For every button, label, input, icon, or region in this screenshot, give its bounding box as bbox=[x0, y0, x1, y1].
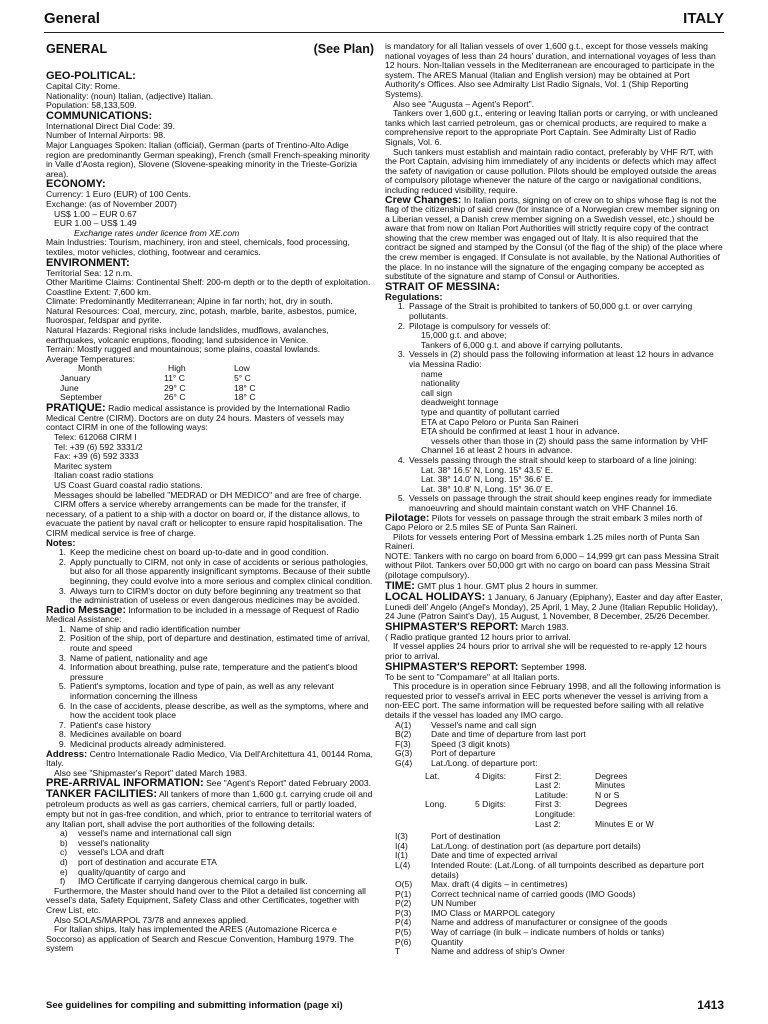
shipmaster-report-1998: SHIPMASTER'S REPORT: September 1998. bbox=[385, 660, 587, 673]
pre-arrival-para: PRE-ARRIVAL INFORMATION: See "Agent's Report" dated February 2003. bbox=[46, 777, 371, 790]
time-para: TIME: GMT plus 1 hour. GMT plus 2 hours in summer. bbox=[385, 579, 599, 592]
header-section: General bbox=[44, 10, 100, 27]
list-item: 3. Name of patient, nationality and age bbox=[58, 652, 208, 663]
pilotage-para: Pilotage: Pilots for vessels on passage through the strait embark 3 miles north of Capo Peloro or 2.5 miles SE of Punta San Raineri. bbox=[385, 511, 703, 533]
notes-list bbox=[46, 548, 374, 606]
footer-note: See guidelines for compiling and submitting information (page xi) bbox=[46, 1000, 343, 1011]
list-item: 6. In the case of accidents, please describe, as well as the symptoms, where and how the accident took place bbox=[58, 700, 369, 721]
notes-heading: Notes: bbox=[46, 537, 76, 549]
list-item: 4. Vessels passing through the strait should keep to starboard of a line joining: Lat. 38° 16.5' N, Long. 15° 43.5' E. Lat. 38° 14.0' N, Long. 15° 36.6' E. Lat. 38° 10.8' N, Long. 15° 36.0' E. bbox=[397, 454, 697, 494]
report-codes-1: A(1) Vessel's name and call sign B(2) Date and time of departure from last port F(3) Speed (3 digit knots) G(3) Port of departure G(4) Lat./Long. of departure port: bbox=[395, 719, 586, 768]
list-item: 3. Vessels in (2) should pass the following information at least 12 hours in advance via Messina Radio: name nationality call sign deadweight tonnage type and quantity of pollutant carried ETA at Capo Peloro or Punta San Raineri ETA should be confirmed at least 1 hour in advance. vessels other than those in (2) should pass the same information by VHF Channel 16 at least 2 hours in advance. bbox=[397, 349, 714, 456]
holidays-para: LOCAL HOLIDAYS: 1 January, 6 January (Epiphany), Easter and day after Easter, Lunedi dell' Angelo (Angel's Monday), 25 April, 1 May, 2 June (Italian Republic Holiday), 24 June (Patron Saint's Day), 15 August, 1 November, 8 December, 25/26 December. bbox=[385, 590, 723, 622]
tanker-list: a) vessel's name and international call sign b) vessel's nationality c) vessel's LOA and draft d) port of destination and accurate ETA e) quality/quantity of cargo and f) IMO Certificate if carrying dangerous chemical cargo in bulk. bbox=[60, 828, 308, 887]
list-item: 1. Name of ship and radio identification number bbox=[58, 623, 241, 634]
list-item: 1. Passage of the Strait is prohibited to tankers of 50,000 g.t. or over carrying pollutants. bbox=[397, 301, 693, 322]
list-item: 2. Position of the ship, port of departure and destination, estimated time of arrival, route and speed bbox=[58, 633, 370, 654]
list-item: 3. Always turn to CIRM's doctor on duty before beginning any treatment so that the administration of useless or even dangerous medicines may be avoided. bbox=[58, 585, 361, 606]
page-number: 1413 bbox=[697, 998, 724, 1012]
regulations-list bbox=[385, 302, 725, 513]
list-item: 5. Vessels on passage through the strait should keep engines ready for immediate manoeuvring and should maintain constant watch on VHF Channel 16. bbox=[397, 493, 712, 513]
page-header bbox=[44, 4, 724, 33]
left-column: GENERAL (See Plan) GEO-POLITICAL: Capital City: Rome. Nationality: (noun) Italian, (adjective) Italian. Population: 58,133,509. COMMUNICATIONS: International Direct Dial Code: 39. Number of Internal Airports: 98. Major Languages Spoken: Italian (official), German (parts of Trentino-Alto Adige region are predominantly German speaking), French (small French-speaking minority in Valle d'Aosta region), Slovene (Slovene-speaking minority in the Trieste-Gorizia area). ECONOMY: Currency: 1 Euro (EUR) of 100 Cents. Exchange: (as of November 2007) US$ 1.00 – EUR 0.67 EUR 1.00 – US$ 1.49 Exchange rates under licence from XE.com Main Industries: Tourism, machinery, iron and steel, chemicals, food processing, textiles, motor vehicles, clothing, footwear and ceramics. ENVIRONMENT: Territorial Sea: 12 n.m. Other Maritime Claims: Continental Shelf: 200-m depth or to the depth of exploitation. Coastline Extent: 7,600 km. Climate: Predominantly Mediterranean; Alpine in far north; hot, dry in south. Natural Resources: Coal, mercury, zinc, potash, marble, barite, asbestos, pumice, fluorospar, feldspar and pyrite. Natural Hazards: Regional risks include landslides, mudflows, avalanches, earthquakes, volcanic eruptions, flooding; land subsidence in Venice. Terrain: Mostly rugged and mountainous; some plains, coastal lowlands. Average Temperatures: Month High Low January 11° C 5° C June 29° C 18° C September 26° C 18° C PRATIQUE: Radio medical assistance is provided by the International Radio Medical Centre (CIRM). Doctors are on duty 24 hours. Masters of vessels may contact CIRM in one of the following ways: Telex: 612068 CIRM I Tel: +39 (6) 592 3331/2 Fax: +39 (6) 592 3333 Maritec system Italian coast radio stations US Coast Guard coastal radio stations. Messages should be labelled "MEDRAD or DH MEDICO" and are free of charge. CIRM offers a service whereby arrangements can be made for the transfer, if necessary, of a patient to a ship with a doctor on board or, if the distance allows, to evacuate the patient by naval craft or helicopter to ensure rapid hospitalisation. The CIRM medical service is free of charge. Notes: 1. Keep the medicine chest on board up-to-date and in good condition. 2. Apply punctually to CIRM, not only in case of accidents or serious pathologies, but also for all those apparently insignificant symptoms. Because of their subtle beginning, they could evolve into a more serious and complex clinical condition. 3. Always turn to CIRM's doctor on duty before beginning any treatment so that the administration of useless or even dangerous medicines may be avoided. Radio Message: Information to be included in a message of Request of Radio Medical Assistance: 1. Name of ship and radio identification number 2. Position of the ship, port of departure and destination, estimated time of arrival, route and speed 3. Name of patient, nationality and age 4. Information about breathing, pulse rate, temperature and the patient's blood pressure 5. Patient's symptoms, location and type of pain, as well as any relevant information concerning the illness 6. In the case of accidents, please describe, as well as the symptoms, where and how the accident took place 7. Patient's case history 8. Medicines available on board 9. Medicinal products already administered. Address: Centro Internationale Radio Medico, Via Dell'Architettura 41, 00144 Roma, Italy. Also see "Shipmaster's Report" dated March 1983. PRE-ARRIVAL INFORMATION: See "Agent's Report" dated February 2003. TANKER FACILITIES: All tankers of more than 1,600 g.t. carrying crude oil and petroleum products as well as gas carriers, chemical carriers, full or partly loaded, empty but not in gas-free condition, and which, prior to entrance to territorial waters of any Italian port, shall advise the port authorities of the following details: a) vessel's name and international call sign b) vessel's nationality c) vessel's LOA and draft d) port of destination and accurate ETA e) quality/quantity of cargo and f) IMO Certificate if carrying dangerous chemical cargo in bulk. Furthermore, the Master should hand over to the Pilot a detailed list concerning all vessel's data, Safety Equipment, Safety Class and other Certificates, together with Crew List, etc. Also SOLAS/MARPOL 73/78 and annexes applied. For Italian ships, Italy has implemented the ARES (Automazione Ricerca e Soccorso) as application of Search and Rescue Convention, Hamburg 1979. The system bbox=[46, 42, 374, 954]
list-item: 7. Patient's case history bbox=[58, 719, 151, 730]
temperature-table: Month High Low January 11° C 5° C June 29° C 18° C September 26° C 18° C bbox=[60, 363, 256, 403]
list-item: 9. Medicinal products already administered. bbox=[58, 739, 227, 749]
environment-heading: ENVIRONMENT: bbox=[46, 256, 130, 269]
list-item: 1. Keep the medicine chest on board up-to-date and in good condition. bbox=[58, 547, 329, 558]
page-title: GENERAL (See Plan) bbox=[46, 42, 374, 56]
geo-heading: GEO-POLITICAL: bbox=[46, 70, 136, 82]
right-column: is mandatory for all Italian vessels of over 1,600 g.t., except for those vessels making national voyages of less than 24 hours' duration, and international voyages of less than 12 hours. Non-Italian vessels in the Mediterranean are encouraged to participate in the system. The ARES Manual (Italian and English version) may be obtained at Port Authority's Offices. Also see Admiralty List Radio Signals, Vol. 1 (Ship Reporting Systems). Also see "Augusta – Agent's Report". Tankers over 1,600 g.t., entering or leaving Italian ports or carrying, or with uncleaned tanks which last carried petroleum, gas or chemical products, are required to make a comprehensive report to the appropriate Port Captain. See Admiralty List of Radio Signals, Vol. 6. Such tankers must establish and maintain radio contact, preferably by VHF R/T, with the Port Captain, advising him immediately of any incidents or defects which may affect the safety of navigation or cause pollution. Pilots should be employed outside the areas of compulsory pilotage whenever the nature of the cargo or navigational conditions, including reduced visibility, require. Crew Changes: In Italian ports, signing on of crew on to ships whose flag is not the flag of the citizenship of said crew (for instance of a Norwegian crew member signing on a Liberian vessel, a Danish crew member signing on a Swedish vessel, etc.) should be aware that from now on Italian Port Authorities will strictly require copy of the contract showing that the crew member was engaged out of Italy. It is also required that the contract be signed and stamped by the Consul (of the flag of the ship) of the place where the crew member is engaged. If Consulate is not available, by the National Authorities of the place. In no instance will the signature of the engaging company be accepted as substitute of the signature and stamp of Consul or Authorities. STRAIT OF MESSINA: Regulations: 1. Passage of the Strait is prohibited to tankers of 50,000 g.t. or over carrying pollutants. 2. Pilotage is compulsory for vessels of: 15,000 g.t. and above; Tankers of 6,000 g.t. and above if carrying pollutants. 3. Vessels in (2) should pass the following information at least 12 hours in advance via Messina Radio: name nationality call sign deadweight tonnage type and quantity of pollutant carried ETA at Capo Peloro or Punta San Raineri ETA should be confirmed at least 1 hour in advance. vessels other than those in (2) should pass the same information by VHF Channel 16 at least 2 hours in advance. 4. Vessels passing through the strait should keep to starboard of a line joining: Lat. 38° 16.5' N, Long. 15° 43.5' E. Lat. 38° 14.0' N, Long. 15° 36.6' E. Lat. 38° 10.8' N, Long. 15° 36.0' E. 5. Vessels on passage through the strait should keep engines ready for immediate manoeuvring and should maintain constant watch on VHF Channel 16. Pilotage: Pilots for vessels on passage through the strait embark 3 miles north of Capo Peloro or 2.5 miles SE of Punta San Raineri. Pilots for vessels entering Port of Messina embark 1.25 miles north of Punta San Raineri. NOTE: Tankers with no cargo on board from 6,000 – 14,999 grt can pass Messina Strait without Pilot. Tankers over 50,000 grt with no cargo on board can pass Messina Strait (pilotage compulsory). TIME: GMT plus 1 hour. GMT plus 2 hours in summer. LOCAL HOLIDAYS: 1 January, 6 January (Epiphany), Easter and day after Easter, Lunedi dell' Angelo (Angel's Monday), 25 April, 1 May, 2 June (Italian Republic Holiday), 24 June (Patron Saint's Day), 15 August, 1 November, 8 December, 25/26 December. SHIPMASTER'S REPORT: March 1983. ( Radio pratique granted 12 hours prior to arrival. If vessel applies 24 hours prior to arrival she will be requested to re-apply 12 hours prior to arrival. SHIPMASTER'S REPORT: September 1998. To be sent to "Compamare" at all Italian ports. This procedure is in operation since February 1998, and all the following information is requested prior to vessel's arrival in EEC ports whenever the vessel is arriving from a non-EEC port. The same information will be requested before sailing with all relative details if the vessel has loaded any IMO cargo. A(1) Vessel's name and call sign B(2) Date and time of departure from last port F(3) Speed (3 digit knots) G(3) Port of departure G(4) Lat./Long. of departure port: Lat. 4 Digits: First 2: Degrees Last 2: Minutes Latitude: N or S Long. 5 Digits: First 3: Degrees Longitude: Last 2: Minutes E or W I(3) Port of destination I(4) Lat./Long. of destination port (as departure port details) I(1) Date and time of expected arrival L(4) Intended Route: (Lat./Long. of all turnpoints described as departure port details) O(5) Max. draft (4 digits – in centimetres) P(1) Correct technical name of carried goods (IMO Goods) P(2) UN Number P(3) IMO Class or MARPOL category P(4) Name and address of manufacturer or consignee of the goods P(5) Way of carriage (in bulk – indicate numbers of holds or tanks) P(6) Quantity T Name and address of ship's Owner bbox=[385, 42, 725, 957]
tanker-para: TANKER FACILITIES: All tankers of more than 1,600 g.t. carrying crude oil and petroleum products as well as gas carriers, chemical carriers, full or partly loaded, empty but not in gas-free condition, and which, prior to entrance to territorial waters of any Italian port, shall advise the port authorities of the following details: bbox=[46, 788, 373, 829]
list-item: 2. Pilotage is compulsory for vessels of: 15,000 g.t. and above; Tankers of 6,000 g.t. and above if carrying pollutants. bbox=[397, 320, 623, 350]
crew-changes-para: Crew Changes: In Italian ports, signing on of crew on to ships whose flag is not the flag of the citizenship of said crew (for instance of a Norwegian crew member signing on a Liberian vessel, a Danish crew member signing on a Swedish vessel, etc.) should be aware that from now on Italian Port Authorities will strictly require copy of the contract showing that the crew member was engaged out of Italy. It is also required that the contract be signed and stamped by the Consul (of the flag of the ship) of the place where the crew member is engaged. If Consulate is not available, by the National Authorities of the place. In no instance will the signature of the engaging company be accepted as substitute of the signature and stamp of Consul or Authorities. bbox=[385, 193, 723, 282]
pratique-para: PRATIQUE: Radio medical assistance is provided by the International Radio Medical Centre (CIRM). Doctors are on duty 24 hours. Masters of vessels may contact CIRM in one of the following ways: bbox=[46, 401, 350, 433]
comm-heading: COMMUNICATIONS: bbox=[46, 109, 153, 122]
list-item: 4. Information about breathing, pulse rate, temperature and the patient's blood pressure bbox=[58, 662, 358, 682]
list-item: 8. Medicines available on board bbox=[58, 729, 182, 740]
list-item: 5. Patient's symptoms, location and type of pain, as well as any relevant information concerning the illness bbox=[58, 681, 334, 702]
radio-list bbox=[46, 625, 374, 750]
economy-heading: ECONOMY: bbox=[46, 178, 106, 191]
lat-long-format: Lat. 4 Digits: First 2: Degrees Last 2: Minutes Latitude: N or S Long. 5 Digits: First 3: Degrees Longitude: Last 2: Minutes E or W bbox=[425, 770, 654, 829]
shipmaster-report-1983: SHIPMASTER'S REPORT: March 1983. bbox=[385, 620, 569, 633]
header-country: ITALY bbox=[683, 10, 724, 27]
radio-message-para: Radio Message: Information to be included in a message of Request of Radio Medical Assistance: bbox=[46, 603, 360, 625]
report-codes-2: I(3) Port of destination I(4) Lat./Long. of destination port (as departure port details) I(1) Date and time of expected arrival L(4) Intended Route: (Lat./Long. of all turnpoints described as departure port details) O(5) Max. draft (4 digits – in centimetres) P(1) Correct technical name of carried goods (IMO Goods) P(2) UN Number P(3) IMO Class or MARPOL category P(4) Name and address of manufacturer or consignee of the goods P(5) Way of carriage (in bulk – indicate numbers of holds or tanks) P(6) Quantity T Name and address of ship's Owner bbox=[395, 831, 704, 957]
strait-heading: STRAIT OF MESSINA: bbox=[385, 280, 500, 293]
address-para: Address: Centro Internationale Radio Medico, Via Dell'Architettura 41, 00144 Roma, Italy. bbox=[46, 748, 373, 769]
list-item: 2. Apply punctually to CIRM, not only in case of accidents or serious pathologies, but also for all those apparently insignificant symptoms. Because of their subtle beginning, they could evolve into a more serious and complex clinical condition. bbox=[58, 556, 373, 586]
regulations-heading: Regulations: bbox=[385, 291, 443, 303]
